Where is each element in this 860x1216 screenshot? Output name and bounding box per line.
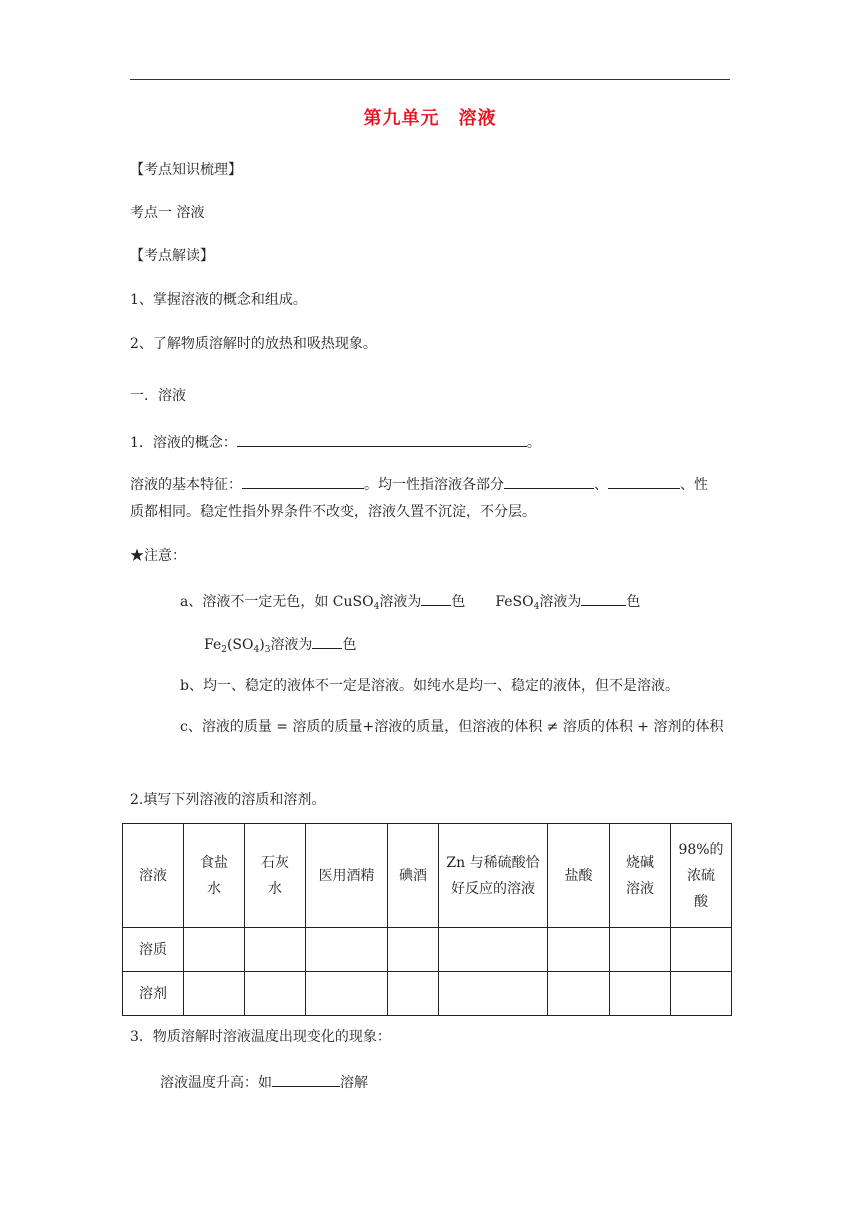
cuso4-color-blank[interactable]	[421, 589, 451, 606]
question-3: 3．物质溶解时溶液温度出现变化的现象：	[130, 1029, 391, 1045]
concept-end: 。	[526, 435, 541, 451]
col-header: 石灰 水	[245, 824, 306, 928]
table-cell[interactable]	[245, 972, 306, 1016]
features-mid: 。均一性指溶液各部分	[364, 477, 504, 493]
table-cell[interactable]	[439, 972, 548, 1016]
table-cell[interactable]	[439, 928, 548, 972]
page-title: 第九单元 溶液	[363, 108, 497, 129]
header-rule	[130, 79, 730, 80]
table-cell[interactable]	[184, 928, 245, 972]
section1-heading: 一．溶液	[130, 388, 186, 404]
table-header-label: 溶液	[123, 824, 184, 928]
table-cell[interactable]	[610, 928, 671, 972]
col-header: 食盐 水	[184, 824, 245, 928]
heading-point1: 考点一 溶液	[130, 205, 205, 221]
col-header: 盐酸	[548, 824, 610, 928]
col-header: 烧碱 溶液	[610, 824, 671, 928]
heading-interpret: 【考点解读】	[130, 248, 214, 264]
note-a: a、溶液不一定无色，如 CuSO$_4$溶液为 色 FeSO$_4$溶液为 色	[180, 589, 640, 617]
row-label: 溶剂	[123, 972, 184, 1016]
table-cell[interactable]	[610, 972, 671, 1016]
temp-rise-line: 溶液温度升高：如 溶解	[160, 1070, 368, 1093]
table-cell[interactable]	[548, 972, 610, 1016]
question-2: 2.填写下列溶液的溶质和溶剂。	[130, 792, 326, 808]
feso4-color-blank[interactable]	[581, 589, 626, 606]
temp-rise-blank[interactable]	[272, 1070, 340, 1087]
table-cell[interactable]	[671, 972, 732, 1016]
features-line	[130, 472, 708, 495]
concept-blank[interactable]	[237, 430, 527, 447]
table-row	[123, 928, 732, 972]
goal-1: 1、掌握溶液的概念和组成。	[130, 292, 307, 308]
table-header-row	[123, 824, 732, 928]
fe2so43-color-blank[interactable]	[312, 632, 342, 649]
heading-knowledge: 【考点知识梳理】	[130, 162, 242, 178]
concept-line	[130, 430, 541, 453]
features-tail: 、性	[680, 477, 708, 493]
features-line-2: 质都相同。稳定性指外界条件不改变，溶液久置不沉淀，不分层。	[130, 504, 536, 520]
table-cell[interactable]	[184, 972, 245, 1016]
table-cell[interactable]	[388, 928, 439, 972]
table-cell[interactable]	[548, 928, 610, 972]
goal-2: 2、了解物质溶解时的放热和吸热现象。	[130, 336, 377, 352]
uniformity-blank-2[interactable]	[608, 472, 680, 489]
features-blank[interactable]	[242, 472, 364, 489]
col-header: 医用酒精	[306, 824, 388, 928]
table-cell[interactable]	[306, 972, 388, 1016]
uniformity-blank-1[interactable]	[504, 472, 594, 489]
note-c: c、溶液的质量 = 溶质的质量+溶液的质量，但溶液的体积 ≠ 溶质的体积 + 溶剂的体积	[180, 719, 724, 735]
solute-solvent-table	[122, 823, 732, 1016]
note-b: b、均一、稳定的液体不一定是溶液。如纯水是均一、稳定的液体，但不是溶液。	[180, 678, 679, 694]
note-a2: $Fe_2(SO_4)_3$溶液为 色	[204, 632, 356, 660]
note-heading: ★注意：	[130, 548, 186, 564]
col-header: 98%的 浓硫 酸	[671, 824, 732, 928]
features-label: 溶液的基本特征：	[130, 477, 242, 493]
concept-label: 1．溶液的概念：	[130, 435, 237, 451]
table-cell[interactable]	[306, 928, 388, 972]
features-sep: 、	[594, 477, 608, 493]
row-label: 溶质	[123, 928, 184, 972]
table-row	[123, 972, 732, 1016]
col-header: Zn 与稀硫酸恰 好反应的溶液	[439, 824, 548, 928]
col-header: 碘酒	[388, 824, 439, 928]
table-cell[interactable]	[671, 928, 732, 972]
table-cell[interactable]	[388, 972, 439, 1016]
table-cell[interactable]	[245, 928, 306, 972]
